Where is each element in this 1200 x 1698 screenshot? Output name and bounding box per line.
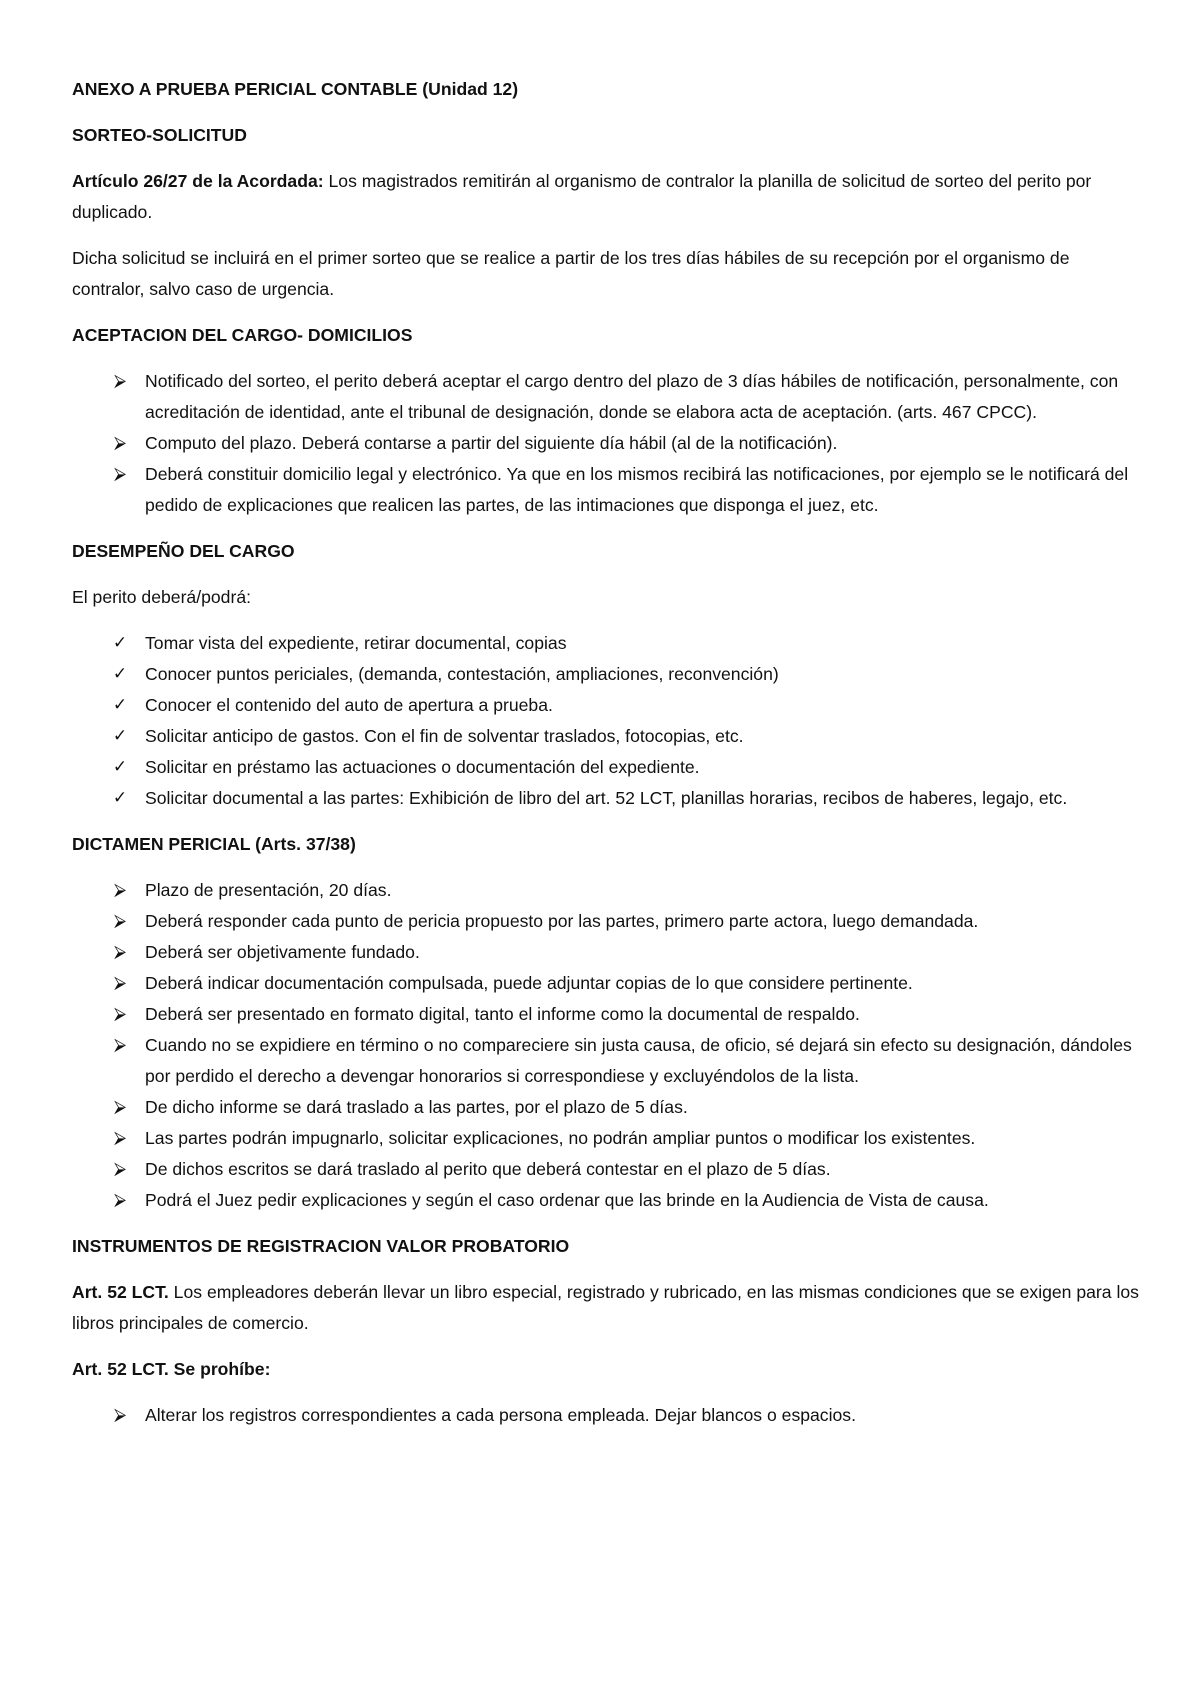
list-item <box>72 1030 1140 1092</box>
list-item-text: Notificado del sorteo, el perito deberá aceptar el cargo dentro del plazo de 3 días hábiles de notificación, personalmente, con acreditación de identidad, ante el tribunal de designación, donde se elabora acta de aceptación. (arts. 467 CPCC). <box>145 371 1119 422</box>
list-item-text: Solicitar en préstamo las actuaciones o documentación del expediente. <box>145 757 700 777</box>
checkmark-bullet-icon: ✓ <box>112 633 128 653</box>
list-item <box>72 721 1140 752</box>
checkmark-bullet-icon: ✓ <box>112 664 128 684</box>
list-item-text: Deberá ser objetivamente fundado. <box>145 942 420 962</box>
heading-sorteo-solicitud: SORTEO-SOLICITUD <box>72 125 247 145</box>
list-item-text: Deberá constituir domicilio legal y electrónico. Ya que en los mismos recibirá las notificaciones, por ejemplo se le notificará del pedido de explicaciones que realicen las partes, de las intimaciones que disponga el juez, etc. <box>145 464 1129 515</box>
list-item-text: Computo del plazo. Deberá contarse a partir del siguiente día hábil (al de la notificación). <box>145 433 838 453</box>
list-item <box>72 428 1140 459</box>
list-item <box>72 1154 1140 1185</box>
list-item <box>72 659 1140 690</box>
paragraph-articulo-26-27 <box>72 166 1140 228</box>
list-item <box>72 459 1140 521</box>
list-item-text: Las partes podrán impugnarlo, solicitar explicaciones, no podrán ampliar puntos o modificar los existentes. <box>145 1128 976 1148</box>
paragraph-intro: El perito deberá/podrá: <box>72 587 251 607</box>
heading-aceptacion-cargo: ACEPTACION DEL CARGO- DOMICILIOS <box>72 325 413 345</box>
list-item-text: Deberá indicar documentación compulsada, puede adjuntar copias de lo que considere pertinente. <box>145 973 913 993</box>
list-desempeno <box>72 628 1140 814</box>
checkmark-bullet-icon: ✓ <box>112 726 128 746</box>
list-item <box>72 937 1140 968</box>
list-aceptacion <box>72 366 1140 521</box>
arrowhead-bullet-icon: ⮚ <box>113 1035 127 1055</box>
list-item-text: Deberá responder cada punto de pericia propuesto por las partes, primero parte actora, luego demandada. <box>145 911 979 931</box>
document-title: ANEXO A PRUEBA PERICIAL CONTABLE (Unidad 12) <box>72 79 519 99</box>
list-item <box>72 999 1140 1030</box>
arrowhead-bullet-icon: ⮚ <box>113 1004 127 1024</box>
arrowhead-bullet-icon: ⮚ <box>113 1190 127 1210</box>
paragraph-text: Los empleadores deberán llevar un libro especial, registrado y rubricado, en las mismas condiciones que se exigen para los libros principales de comercio. <box>72 1282 1139 1333</box>
list-item-text: De dicho informe se dará traslado a las partes, por el plazo de 5 días. <box>145 1097 688 1117</box>
arrowhead-bullet-icon: ⮚ <box>113 1128 127 1148</box>
checkmark-bullet-icon: ✓ <box>112 757 128 777</box>
list-item-text: Conocer el contenido del auto de apertura a prueba. <box>145 695 553 715</box>
heading-desempeno-cargo: DESEMPEÑO DEL CARGO <box>72 541 295 561</box>
list-item-text: Cuando no se expidiere en término o no compareciere sin justa causa, de oficio, sé dejará sin efecto su designación, dándoles por perdido el derecho a devengar honorarios si correspondiese y excluyéndolos de la lista. <box>145 1035 1132 1086</box>
list-item <box>72 1092 1140 1123</box>
list-item-text: Solicitar anticipo de gastos. Con el fin de solventar traslados, fotocopias, etc. <box>145 726 744 746</box>
arrowhead-bullet-icon: ⮚ <box>113 371 127 391</box>
list-item <box>72 1123 1140 1154</box>
paragraph-solicitud: Dicha solicitud se incluirá en el primer sorteo que se realice a partir de los tres días hábiles de su recepción por el organismo de contralor, salvo caso de urgencia. <box>72 248 1070 299</box>
arrowhead-bullet-icon: ⮚ <box>113 973 127 993</box>
list-item-text: Plazo de presentación, 20 días. <box>145 880 392 900</box>
article-reference: Art. 52 LCT. <box>72 1282 169 1302</box>
list-item-text: Solicitar documental a las partes: Exhibición de libro del art. 52 LCT, planillas horarias, recibos de haberes, legajo, etc. <box>145 788 1068 808</box>
list-item-text: Podrá el Juez pedir explicaciones y según el caso ordenar que las brinde en la Audiencia de Vista de causa. <box>145 1190 989 1210</box>
list-item <box>72 628 1140 659</box>
paragraph-text: Los magistrados remitirán al organismo de contralor la planilla de solicitud de sorteo del perito por duplicado. <box>72 171 1092 222</box>
list-item-text: Deberá ser presentado en formato digital, tanto el informe como la documental de respaldo. <box>145 1004 860 1024</box>
list-item <box>72 752 1140 783</box>
list-item <box>72 1185 1140 1216</box>
article-reference: Artículo 26/27 de la Acordada: <box>72 171 324 191</box>
list-item-text: Conocer puntos periciales, (demanda, contestación, ampliaciones, reconvención) <box>145 664 779 684</box>
list-item <box>72 968 1140 999</box>
list-item <box>72 906 1140 937</box>
checkmark-bullet-icon: ✓ <box>112 788 128 808</box>
list-dictamen <box>72 875 1140 1216</box>
list-item-text: Alterar los registros correspondientes a cada persona empleada. Dejar blancos o espacios. <box>145 1405 856 1425</box>
list-item <box>72 783 1140 814</box>
arrowhead-bullet-icon: ⮚ <box>113 880 127 900</box>
list-item <box>72 690 1140 721</box>
list-prohibiciones <box>72 1400 1140 1431</box>
arrowhead-bullet-icon: ⮚ <box>113 942 127 962</box>
arrowhead-bullet-icon: ⮚ <box>113 433 127 453</box>
arrowhead-bullet-icon: ⮚ <box>113 1097 127 1117</box>
checkmark-bullet-icon: ✓ <box>112 695 128 715</box>
list-item-text: Tomar vista del expediente, retirar documental, copias <box>145 633 567 653</box>
paragraph-se-prohibe: Art. 52 LCT. Se prohíbe: <box>72 1359 271 1379</box>
arrowhead-bullet-icon: ⮚ <box>113 1405 127 1425</box>
heading-dictamen-pericial: DICTAMEN PERICIAL (Arts. 37/38) <box>72 834 356 854</box>
arrowhead-bullet-icon: ⮚ <box>113 911 127 931</box>
arrowhead-bullet-icon: ⮚ <box>113 464 127 484</box>
list-item <box>72 875 1140 906</box>
list-item <box>72 1400 1140 1431</box>
list-item <box>72 366 1140 428</box>
list-item-text: De dichos escritos se dará traslado al perito que deberá contestar en el plazo de 5 días. <box>145 1159 831 1179</box>
paragraph-art-52-lct <box>72 1277 1140 1339</box>
arrowhead-bullet-icon: ⮚ <box>113 1159 127 1179</box>
heading-instrumentos-registracion: INSTRUMENTOS DE REGISTRACION VALOR PROBATORIO <box>72 1236 570 1256</box>
